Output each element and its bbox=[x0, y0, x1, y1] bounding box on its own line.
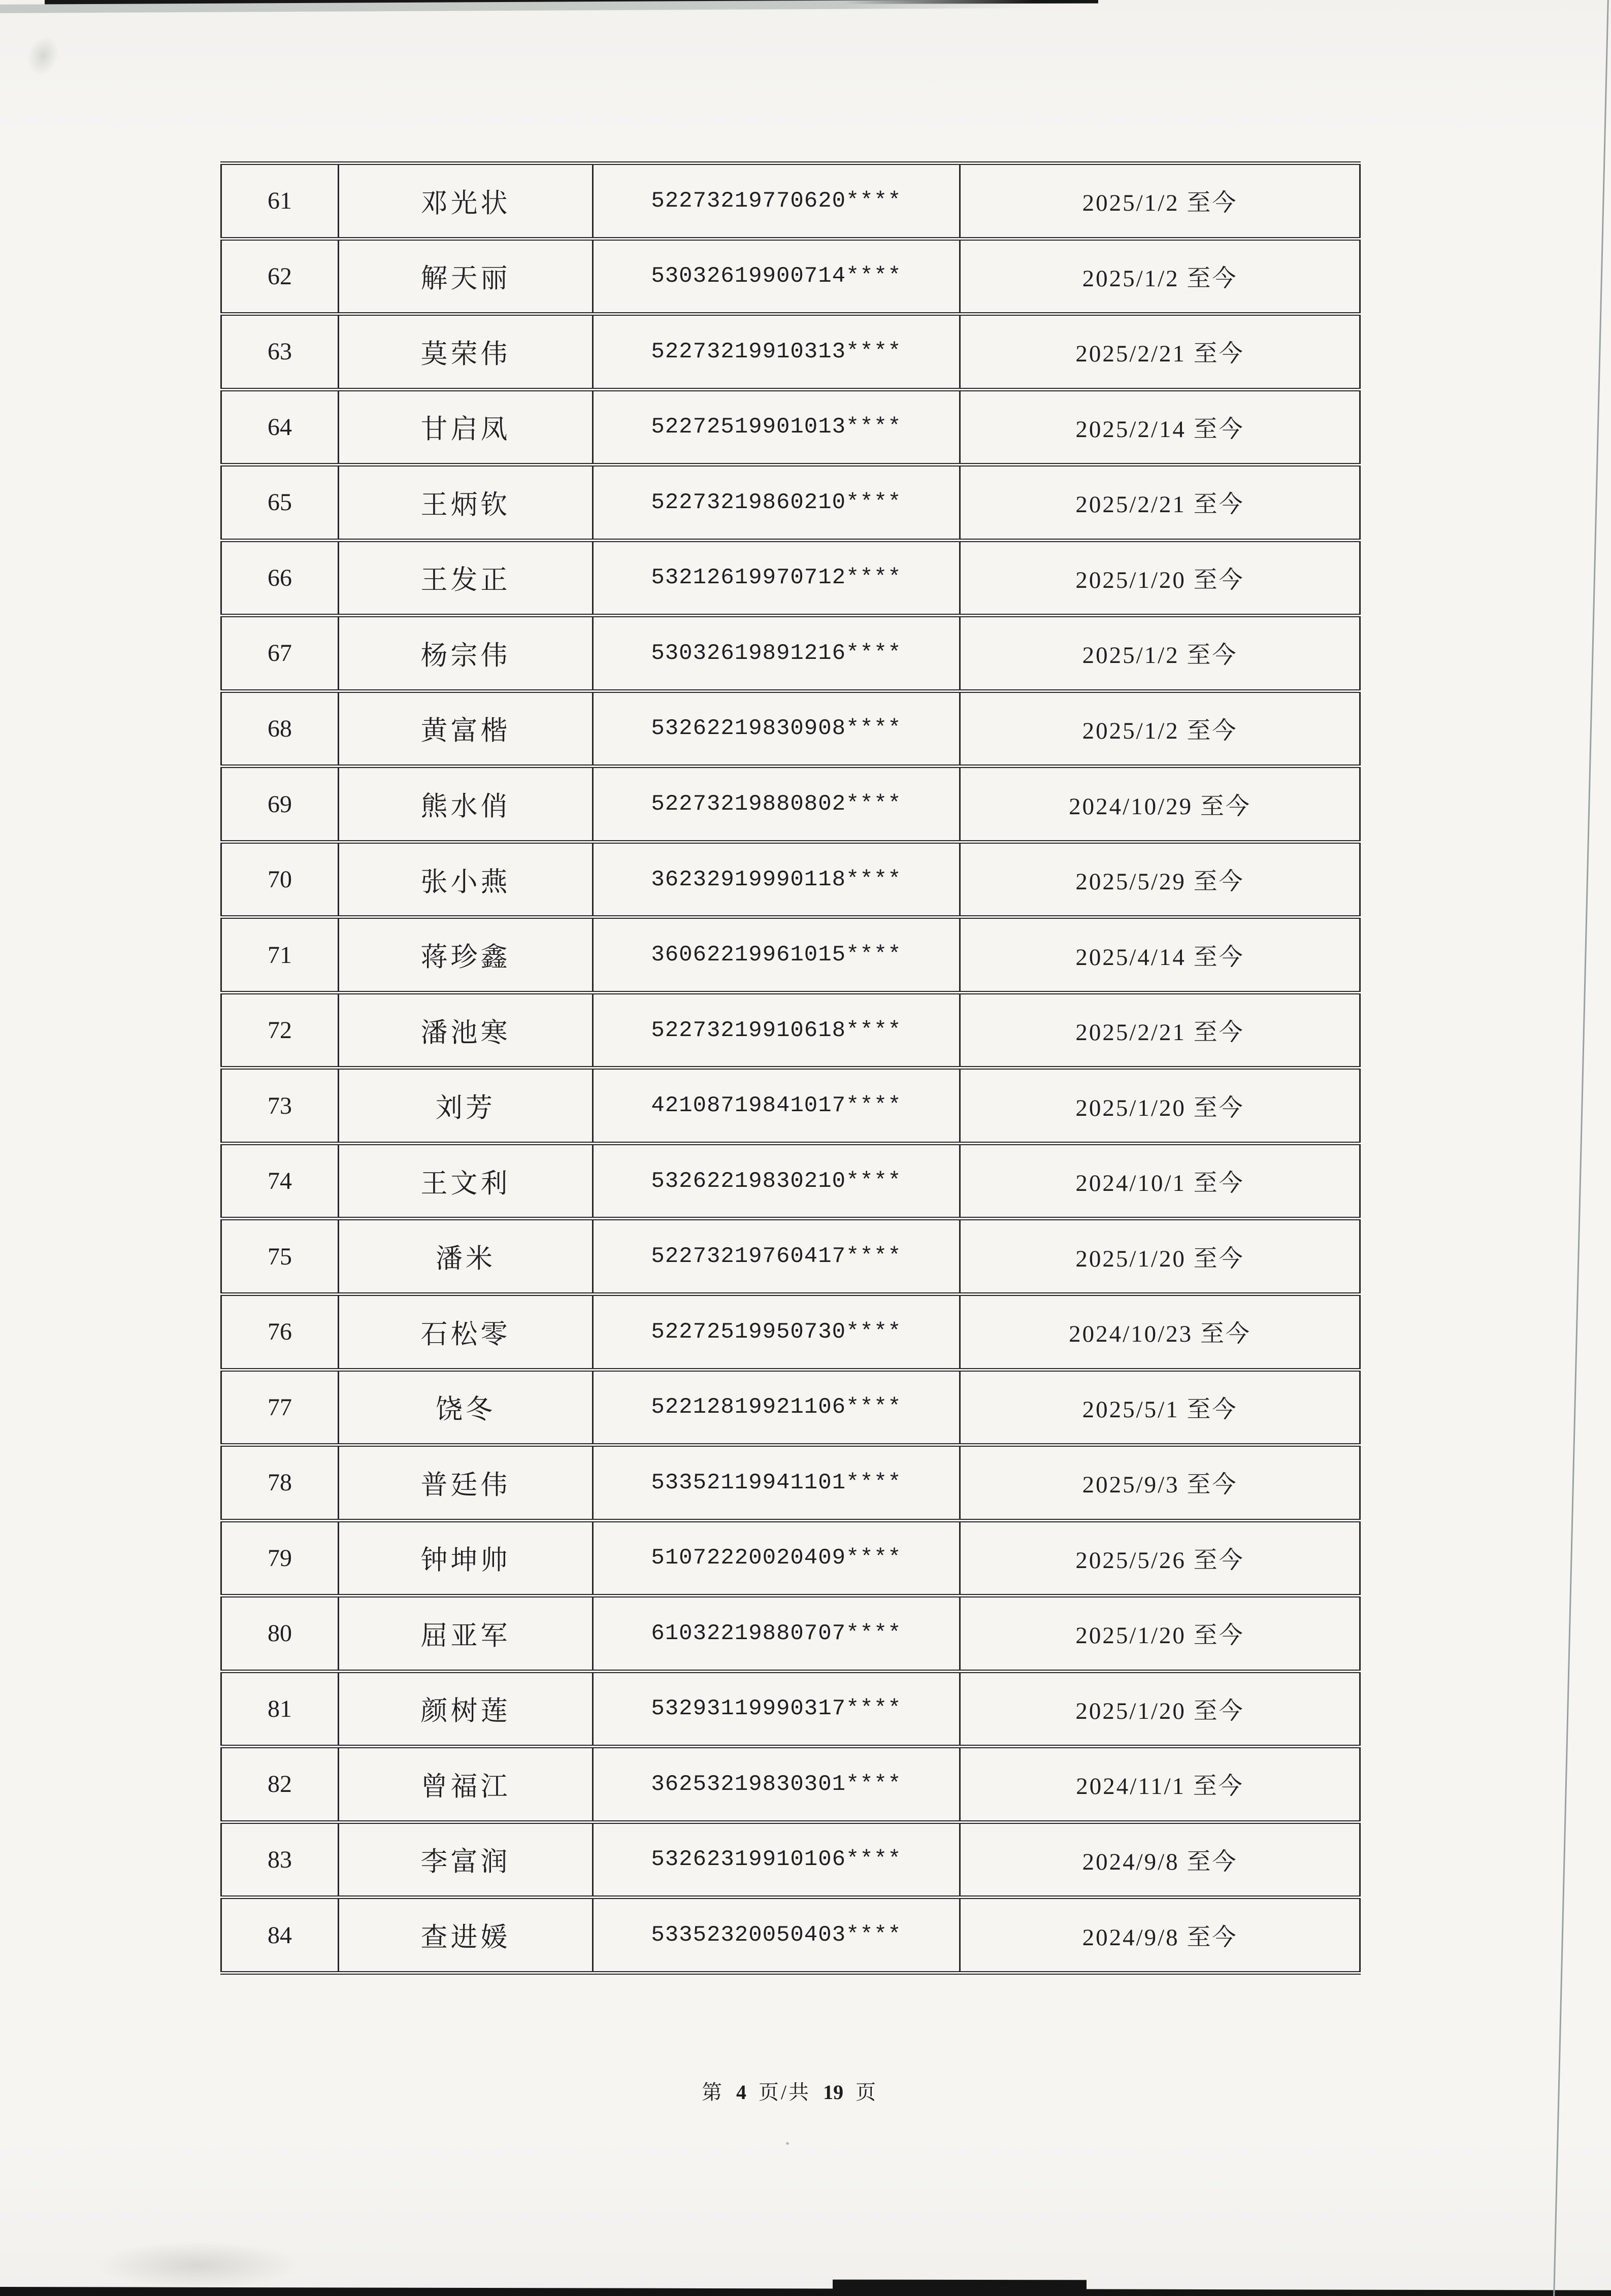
table-row bbox=[221, 616, 1360, 691]
cell-no: 83 bbox=[221, 1822, 339, 1898]
cell-no: 75 bbox=[221, 1219, 339, 1294]
cell-name: 熊水俏 bbox=[339, 767, 593, 842]
table-row bbox=[221, 992, 1360, 1068]
page-footer bbox=[220, 2076, 1359, 2105]
table-row bbox=[221, 1822, 1360, 1898]
cell-no: 65 bbox=[221, 465, 339, 541]
cell-id: 42108719841017**** bbox=[593, 1068, 960, 1144]
cell-no: 78 bbox=[221, 1445, 339, 1521]
table-row bbox=[221, 1747, 1360, 1822]
cell-name: 钟坤帅 bbox=[339, 1520, 593, 1596]
cell-no: 62 bbox=[221, 239, 339, 314]
cell-name: 蒋珍鑫 bbox=[339, 917, 593, 993]
cell-period: 2025/1/2 至今 bbox=[960, 163, 1360, 239]
cell-no: 73 bbox=[221, 1068, 339, 1144]
table-row bbox=[221, 163, 1360, 239]
cell-id: 53262319910106**** bbox=[593, 1822, 960, 1898]
cell-id: 53352320050403**** bbox=[593, 1898, 960, 1973]
cell-name: 曾福江 bbox=[339, 1747, 593, 1822]
cell-no: 61 bbox=[221, 163, 339, 239]
cell-id: 52273219760417**** bbox=[593, 1219, 960, 1294]
paper-smudge bbox=[22, 31, 64, 80]
cell-no: 63 bbox=[221, 314, 339, 390]
table-row bbox=[221, 691, 1360, 767]
cell-id: 52273219880802**** bbox=[593, 767, 960, 842]
cell-id: 53293119990317**** bbox=[593, 1671, 960, 1747]
footer-page-number: 4 bbox=[736, 2081, 746, 2104]
footer-label: 页/共 bbox=[758, 2081, 811, 2104]
cell-period: 2024/11/1 至今 bbox=[960, 1747, 1360, 1822]
cell-period: 2025/1/2 至今 bbox=[960, 691, 1360, 767]
cell-period: 2025/1/2 至今 bbox=[960, 239, 1360, 314]
footer-label: 第 bbox=[701, 2081, 724, 2104]
cell-id: 52273219910618**** bbox=[593, 992, 960, 1068]
cell-name: 邓光状 bbox=[339, 163, 593, 239]
cell-no: 77 bbox=[221, 1370, 339, 1445]
table-row bbox=[221, 1520, 1360, 1596]
cell-id: 52272519950730**** bbox=[593, 1294, 960, 1370]
roster-table-body bbox=[221, 163, 1360, 1973]
cell-period: 2025/5/26 至今 bbox=[960, 1520, 1360, 1596]
cell-no: 71 bbox=[221, 917, 339, 993]
table-row bbox=[221, 389, 1360, 465]
cell-period: 2025/9/3 至今 bbox=[960, 1445, 1360, 1521]
cell-name: 王文利 bbox=[339, 1143, 593, 1219]
cell-period: 2025/2/14 至今 bbox=[960, 389, 1360, 465]
table-row bbox=[221, 1219, 1360, 1294]
cell-id: 53262219830210**** bbox=[593, 1143, 960, 1219]
cell-no: 76 bbox=[221, 1294, 339, 1370]
scan-artifact-page-edge bbox=[1553, 0, 1609, 2296]
cell-no: 72 bbox=[221, 992, 339, 1068]
table-row bbox=[221, 1898, 1360, 1973]
cell-name: 李富润 bbox=[339, 1822, 593, 1898]
cell-no: 64 bbox=[221, 389, 339, 465]
cell-period: 2025/2/21 至今 bbox=[960, 314, 1360, 390]
cell-name: 王炳钦 bbox=[339, 465, 593, 541]
table-row bbox=[221, 1294, 1360, 1370]
cell-period: 2025/5/29 至今 bbox=[960, 842, 1360, 917]
table-row bbox=[221, 1671, 1360, 1747]
cell-period: 2024/9/8 至今 bbox=[960, 1898, 1360, 1973]
cell-id: 52273219860210**** bbox=[593, 465, 960, 541]
table-row bbox=[221, 917, 1360, 993]
cell-name: 潘米 bbox=[339, 1219, 593, 1294]
cell-no: 74 bbox=[221, 1143, 339, 1219]
cell-period: 2025/1/20 至今 bbox=[960, 540, 1360, 616]
cell-period: 2025/1/20 至今 bbox=[960, 1596, 1360, 1672]
table-row bbox=[221, 842, 1360, 917]
cell-name: 张小燕 bbox=[339, 842, 593, 917]
cell-period: 2025/1/20 至今 bbox=[960, 1671, 1360, 1747]
cell-id: 52273219770620**** bbox=[593, 163, 960, 239]
paper-smudge bbox=[96, 2241, 300, 2289]
cell-no: 68 bbox=[221, 691, 339, 767]
cell-id: 53032619891216**** bbox=[593, 616, 960, 691]
cell-id: 36253219830301**** bbox=[593, 1747, 960, 1822]
footer-total-pages: 19 bbox=[823, 2081, 844, 2104]
cell-id: 52212819921106**** bbox=[593, 1370, 960, 1445]
cell-no: 66 bbox=[221, 540, 339, 616]
cell-period: 2024/10/1 至今 bbox=[960, 1143, 1360, 1219]
cell-period: 2025/4/14 至今 bbox=[960, 917, 1360, 993]
cell-id: 52272519901013**** bbox=[593, 389, 960, 465]
table-row bbox=[221, 767, 1360, 842]
cell-name: 王发正 bbox=[339, 540, 593, 616]
cell-period: 2024/9/8 至今 bbox=[960, 1822, 1360, 1898]
cell-no: 67 bbox=[221, 616, 339, 691]
table-row bbox=[221, 1445, 1360, 1521]
cell-id: 51072220020409**** bbox=[593, 1520, 960, 1596]
table-row bbox=[221, 1143, 1360, 1219]
cell-name: 潘池寒 bbox=[339, 992, 593, 1068]
roster-table bbox=[220, 161, 1361, 1975]
cell-period: 2024/10/23 至今 bbox=[960, 1294, 1360, 1370]
cell-period: 2025/1/20 至今 bbox=[960, 1068, 1360, 1144]
cell-no: 69 bbox=[221, 767, 339, 842]
cell-id: 53032619900714**** bbox=[593, 239, 960, 314]
cell-name: 莫荣伟 bbox=[339, 314, 593, 390]
cell-period: 2025/5/1 至今 bbox=[960, 1370, 1360, 1445]
table-row bbox=[221, 540, 1360, 616]
cell-name: 屈亚军 bbox=[339, 1596, 593, 1672]
footer-label: 页 bbox=[856, 2081, 878, 2104]
cell-no: 84 bbox=[221, 1898, 339, 1973]
table-row bbox=[221, 465, 1360, 541]
paper-speck bbox=[786, 2142, 789, 2145]
cell-name: 刘芳 bbox=[339, 1068, 593, 1144]
cell-name: 解天丽 bbox=[339, 239, 593, 314]
cell-id: 53212619970712**** bbox=[593, 540, 960, 616]
cell-name: 饶冬 bbox=[339, 1370, 593, 1445]
table-row bbox=[221, 1596, 1360, 1672]
table-row bbox=[221, 1370, 1360, 1445]
cell-name: 查进媛 bbox=[339, 1898, 593, 1973]
cell-period: 2025/2/21 至今 bbox=[960, 465, 1360, 541]
cell-name: 普廷伟 bbox=[339, 1445, 593, 1521]
cell-no: 70 bbox=[221, 842, 339, 917]
cell-period: 2025/1/2 至今 bbox=[960, 616, 1360, 691]
table-row bbox=[221, 1068, 1360, 1144]
cell-no: 81 bbox=[221, 1671, 339, 1747]
cell-name: 颜树莲 bbox=[339, 1671, 593, 1747]
table-row bbox=[221, 239, 1360, 314]
cell-name: 甘启凤 bbox=[339, 389, 593, 465]
cell-id: 53352119941101**** bbox=[593, 1445, 960, 1521]
cell-name: 杨宗伟 bbox=[339, 616, 593, 691]
scan-artifact-bottom-black bbox=[0, 2287, 1611, 2296]
cell-no: 80 bbox=[221, 1596, 339, 1672]
cell-name: 黄富楷 bbox=[339, 691, 593, 767]
cell-period: 2024/10/29 至今 bbox=[960, 767, 1360, 842]
cell-no: 79 bbox=[221, 1520, 339, 1596]
cell-id: 36232919990118**** bbox=[593, 842, 960, 917]
cell-id: 52273219910313**** bbox=[593, 314, 960, 390]
cell-name: 石松零 bbox=[339, 1294, 593, 1370]
table-row bbox=[221, 314, 1360, 390]
cell-id: 61032219880707**** bbox=[593, 1596, 960, 1672]
cell-id: 36062219961015**** bbox=[593, 917, 960, 993]
cell-id: 53262219830908**** bbox=[593, 691, 960, 767]
cell-no: 82 bbox=[221, 1747, 339, 1822]
cell-period: 2025/1/20 至今 bbox=[960, 1219, 1360, 1294]
cell-period: 2025/2/21 至今 bbox=[960, 992, 1360, 1068]
